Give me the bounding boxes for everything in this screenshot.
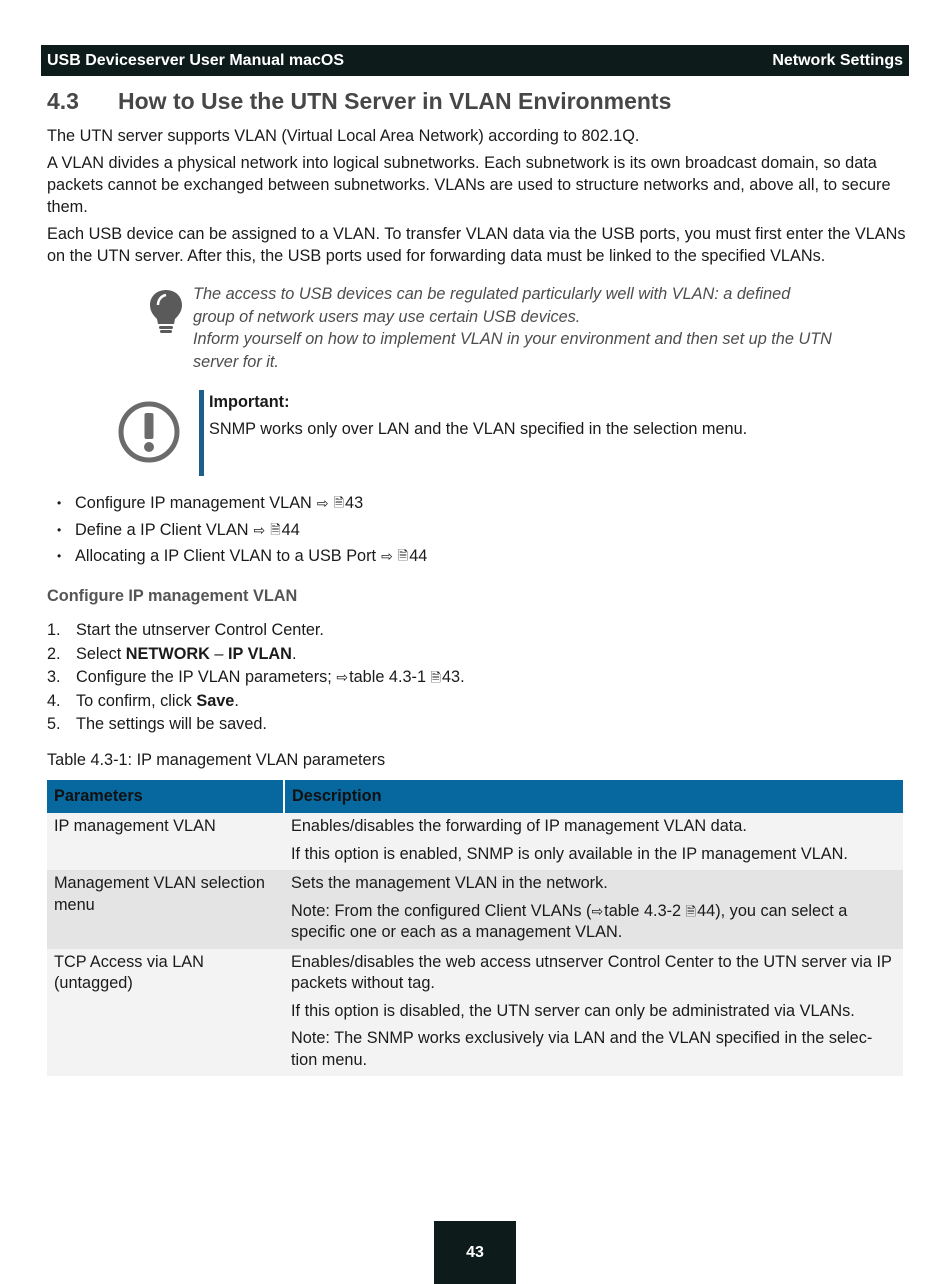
running-header (41, 45, 909, 76)
parameter-cell: Management VLAN selection menu (47, 870, 284, 949)
document-icon: 🗎 (430, 670, 441, 685)
document-icon: 🗎 (397, 548, 409, 564)
table-header-row (47, 780, 903, 813)
description-text: Note: The SNMP works exclusively via LAN and the VLAN specified in the selec-tion menu. (291, 1029, 873, 1069)
step-text-part: Select (76, 644, 126, 663)
step-number: 1. (47, 621, 61, 639)
important-accent-bar (199, 390, 204, 476)
description-cell (284, 813, 903, 870)
description-cell (284, 870, 903, 949)
description-text: Sets the management VLAN in the network. (291, 874, 608, 892)
description-text-part: Note: From the configured Client VLANs ( (291, 901, 592, 920)
link-text[interactable]: Define a IP Client VLAN (75, 520, 249, 539)
link-page[interactable]: 43 (345, 494, 364, 513)
description-text-part: ), you can select a specific one or each as a management VLAN. (291, 901, 848, 941)
page-number: 43 (466, 1243, 484, 1261)
arrow-right-icon: ⇨ (381, 548, 393, 565)
step-item (47, 713, 465, 737)
table-caption: Table 4.3-1: IP management VLAN parameters (47, 751, 386, 769)
link-text[interactable]: Allocating a IP Client VLAN to a USB Port (75, 547, 377, 566)
table-row (47, 813, 903, 870)
column-header-description: Description (284, 780, 903, 813)
column-header-parameters: Parameters (47, 780, 284, 813)
parameters-table (47, 780, 903, 1076)
description-text (291, 901, 896, 944)
button-name: Save (196, 691, 235, 710)
table-reference[interactable]: table 4.3-2 (604, 901, 686, 920)
document-icon: 🗎 (685, 903, 697, 919)
step-text-part: . (234, 691, 239, 710)
section-number: 4.3 (47, 88, 79, 114)
step-item (47, 643, 465, 667)
description-text: Enables/disables the forwarding of IP management VLAN data. (291, 817, 747, 835)
description-text: If this option is disabled, the UTN server can only be administrated via VLANs. (291, 1001, 855, 1020)
arrow-right-icon: ⇨ (253, 521, 266, 538)
step-text (76, 666, 465, 690)
exclamation-circle-icon (117, 400, 181, 469)
bullet-icon: • (57, 549, 62, 564)
menu-name: NETWORK (125, 644, 210, 663)
steps-list (47, 619, 465, 737)
page-reference[interactable]: 44 (697, 901, 716, 920)
bullet-icon: • (57, 496, 62, 511)
step-text-part: . (291, 644, 297, 663)
step-number: 4. (47, 691, 61, 710)
table-row (47, 949, 903, 1077)
section-title: How to Use the UTN Server in VLAN Environments (118, 88, 672, 114)
lightbulb-icon (148, 288, 184, 341)
step-number: 2. (47, 644, 61, 663)
description-text: Enables/disables the web access utnserver Control Center to the UTN server via IP packets without tag. (291, 952, 892, 992)
page-number-box (434, 1221, 516, 1284)
menu-name: IP VLAN (228, 644, 292, 663)
step-text-part: To confirm, click (76, 691, 197, 710)
step-text (76, 643, 296, 667)
step-item (47, 619, 465, 643)
tip-line-2: Inform yourself on how to implement VLAN in your environment and then set up the UTN server for it. (193, 330, 832, 371)
link-page[interactable]: 44 (281, 520, 300, 539)
parameter-cell: TCP Access via LAN (untagged) (47, 949, 284, 1077)
step-text: The settings will be saved. (76, 715, 267, 733)
page-reference[interactable]: 43 (442, 668, 461, 686)
document-icon: 🗎 (333, 495, 345, 511)
list-item[interactable] (47, 543, 427, 570)
link-text[interactable]: Configure IP management VLAN (75, 494, 312, 513)
section-links-list (47, 490, 427, 570)
description-cell (284, 949, 903, 1077)
list-item[interactable] (47, 490, 427, 517)
usb-vlan-paragraph: Each USB device can be assigned to a VLAN. To transfer VLAN data via the USB ports, you must first enter the VLANs on the UTN server. After this, the USB ports used for forwarding data must be linked to the specified VLANs. (47, 225, 906, 265)
important-title: Important: (209, 393, 290, 411)
vlan-paragraph: A VLAN divides a physical network into logical subnetworks. Each subnetwork is its own broadcast domain, so data packets cannot be exchanged between subnetworks. VLANs are used to structure networks and, above all, to secure them. (47, 154, 891, 216)
tip-note (193, 283, 833, 373)
parameter-cell: IP management VLAN (47, 813, 284, 870)
step-number: 3. (47, 668, 61, 686)
important-text: SNMP works only over LAN and the VLAN specified in the selection menu. (209, 420, 748, 438)
step-text (76, 690, 239, 714)
step-text-part: . (460, 668, 465, 686)
arrow-right-icon: ⇨ (316, 495, 329, 512)
table-row (47, 870, 903, 949)
document-icon: 🗎 (270, 521, 281, 537)
step-item (47, 666, 465, 690)
description-text: If this option is enabled, SNMP is only available in the IP management VLAN. (291, 844, 848, 863)
section-heading (47, 88, 671, 115)
table-reference[interactable]: table 4.3-1 (349, 668, 431, 686)
bullet-icon: • (57, 522, 62, 537)
link-page[interactable]: 44 (409, 547, 428, 566)
step-number: 5. (47, 715, 61, 733)
header-manual-title: USB Deviceserver User Manual macOS (47, 51, 345, 69)
header-chapter-title: Network Settings (772, 51, 903, 69)
step-item (47, 690, 465, 714)
arrow-right-icon: ⇨ (591, 902, 604, 919)
step-text-part: Configure the IP VLAN parameters; (76, 668, 337, 686)
subsection-heading: Configure IP management VLAN (47, 587, 298, 605)
intro-paragraph: The UTN server supports VLAN (Virtual Local Area Network) according to 802.1Q. (47, 127, 640, 145)
step-text: Start the utnserver Control Center. (76, 621, 324, 639)
arrow-right-icon: ⇨ (336, 669, 349, 685)
tip-line-1: The access to USB devices can be regulated particularly well with VLAN: a defined group of network users may use certain USB devices. (193, 285, 791, 326)
list-item[interactable] (47, 517, 427, 544)
step-text-part: – (209, 644, 228, 663)
